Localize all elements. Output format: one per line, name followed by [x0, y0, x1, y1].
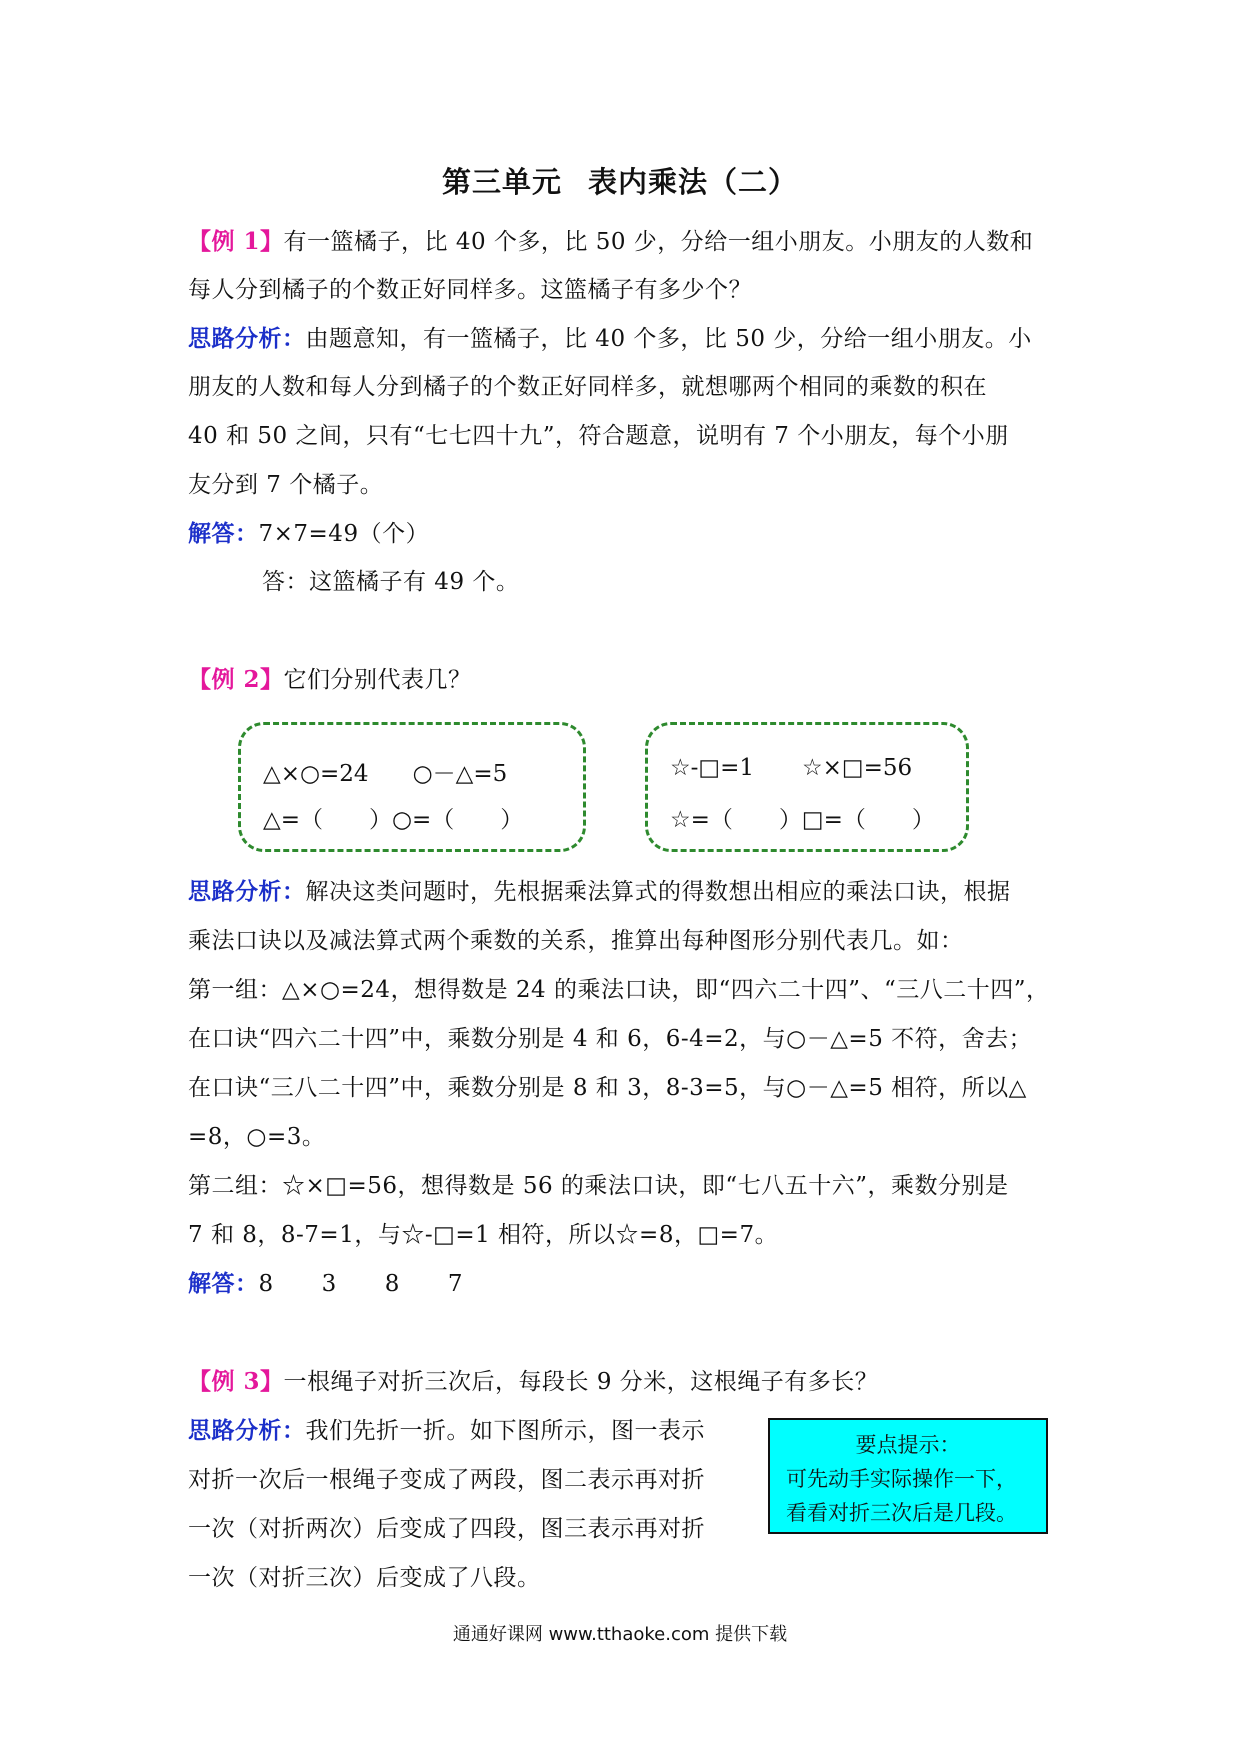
ex2-answer-line — [188, 1268, 1068, 1300]
ex1-answer-line: 解答：7×7=49（个） — [188, 520, 430, 547]
answer-value: 7 — [447, 1271, 464, 1297]
ex1-analysis-line-3: 40 和 50 之间，只有“七七四十九”，符合题意，说明有 7 个小朋友，每个小朋 — [188, 423, 1009, 449]
ex2-analysis-label: 思路分析： — [188, 878, 306, 905]
tip-title: 要点提示： — [855, 1433, 961, 1457]
ex1-answer-label: 解答： — [188, 520, 259, 547]
ex2-analysis-line-4: 在口诀“四六二十四”中，乘数分别是 4 和 6，6-4=2，与○－△=5 不符，舍去； — [188, 1026, 1033, 1052]
ex3-analysis-line-4: 一次（对折三次）后变成了八段。 — [188, 1565, 541, 1591]
ex2-analysis-line-7: 第二组：☆×□=56，想得数是 56 的乘法口诀，即“七八五十六”，乘数分别是 — [188, 1173, 1009, 1199]
box1-equation-row: △×○=24 ○－△=5 — [263, 761, 508, 787]
ex3-question-line: 【例 3】一根绳子对折三次后，每段长 9 分米，这根绳子有多长？ — [188, 1368, 879, 1395]
box1-answer-row: △=（ ）○=（ ） — [263, 807, 524, 833]
ex2-puzzle-box-2 — [645, 722, 969, 852]
ex2-analysis-line-6: =8，○=3。 — [188, 1124, 326, 1150]
ex1-question-line-2: 每人分到橘子的个数正好同样多。这篮橘子有多少个？ — [188, 277, 752, 303]
page-title — [0, 160, 1240, 201]
ex3-tag: 【例 3】 — [188, 1368, 284, 1395]
ex3-analysis-line-3: 一次（对折两次）后变成了四段，图三表示再对折 — [188, 1516, 705, 1542]
answer-value: 8 — [384, 1271, 400, 1297]
ex1-answer-sentence: 答：这篮橘子有 49 个。 — [262, 569, 520, 595]
page-footer: 通通好课网 www.tthaoke.com 提供下载 — [452, 1624, 788, 1645]
ex1-tag: 【例 1】 — [188, 228, 284, 255]
tip-box — [768, 1418, 1048, 1534]
box2-answer-row: ☆=（ ）□=（ ） — [670, 807, 935, 833]
ex2-analysis-line-3: 第一组：△×○=24，想得数是 24 的乘法口诀，即“四六二十四”、“三八二十四”， — [188, 977, 1050, 1003]
title-topic: 表内乘法（二） — [588, 165, 799, 199]
ex2-analysis-line-5: 在口诀“三八二十四”中，乘数分别是 8 和 3，8-3=5，与○－△=5 相符，所以△ — [188, 1075, 1027, 1101]
box2-equation-row: ☆-□=1 ☆×□=56 — [670, 755, 913, 781]
ex2-analysis-line-2: 乘法口诀以及减法算式两个乘数的关系，推算出每种图形分别代表几。如： — [188, 928, 964, 954]
tip-line-2: 看看对折三次后是几段。 — [786, 1501, 1017, 1525]
ex2-analysis-line-8: 7 和 8，8-7=1，与☆-□=1 相符，所以☆=8，□=7。 — [188, 1222, 779, 1248]
ex1-analysis-line-1: 思路分析：由题意知，有一篮橘子，比 40 个多，比 50 少，分给一组小朋友。小 — [188, 325, 1032, 352]
tip-line-1: 可先动手实际操作一下， — [786, 1467, 1017, 1491]
ex3-analysis-line-2: 对折一次后一根绳子变成了两段，图二表示再对折 — [188, 1467, 705, 1493]
ex1-analysis-line-2: 朋友的人数和每人分到橘子的个数正好同样多，就想哪两个相同的乘数的积在 — [188, 374, 987, 400]
ex3-analysis-line-1: 思路分析：我们先折一折。如下图所示，图一表示 — [188, 1417, 705, 1444]
answer-value: 8 — [258, 1271, 274, 1297]
ex2-tag: 【例 2】 — [188, 666, 284, 693]
ex1-analysis-label: 思路分析： — [188, 325, 306, 352]
ex1-analysis-line-4: 友分到 7 个橘子。 — [188, 472, 384, 498]
title-unit: 第三单元 — [441, 165, 562, 199]
ex2-question-line: 【例 2】它们分别代表几？ — [188, 666, 472, 693]
ex2-analysis-line-1: 思路分析：解决这类问题时，先根据乘法算式的得数想出相应的乘法口诀，根据 — [188, 878, 1011, 905]
ex3-analysis-label: 思路分析： — [188, 1417, 306, 1444]
answer-value: 3 — [321, 1271, 337, 1297]
ex1-question-line-1: 【例 1】有一篮橘子，比 40 个多，比 50 少，分给一组小朋友。小朋友的人数和 — [188, 228, 1034, 255]
ex2-answer-label: 解答： — [188, 1270, 259, 1297]
ex2-puzzle-box-1 — [238, 722, 586, 852]
